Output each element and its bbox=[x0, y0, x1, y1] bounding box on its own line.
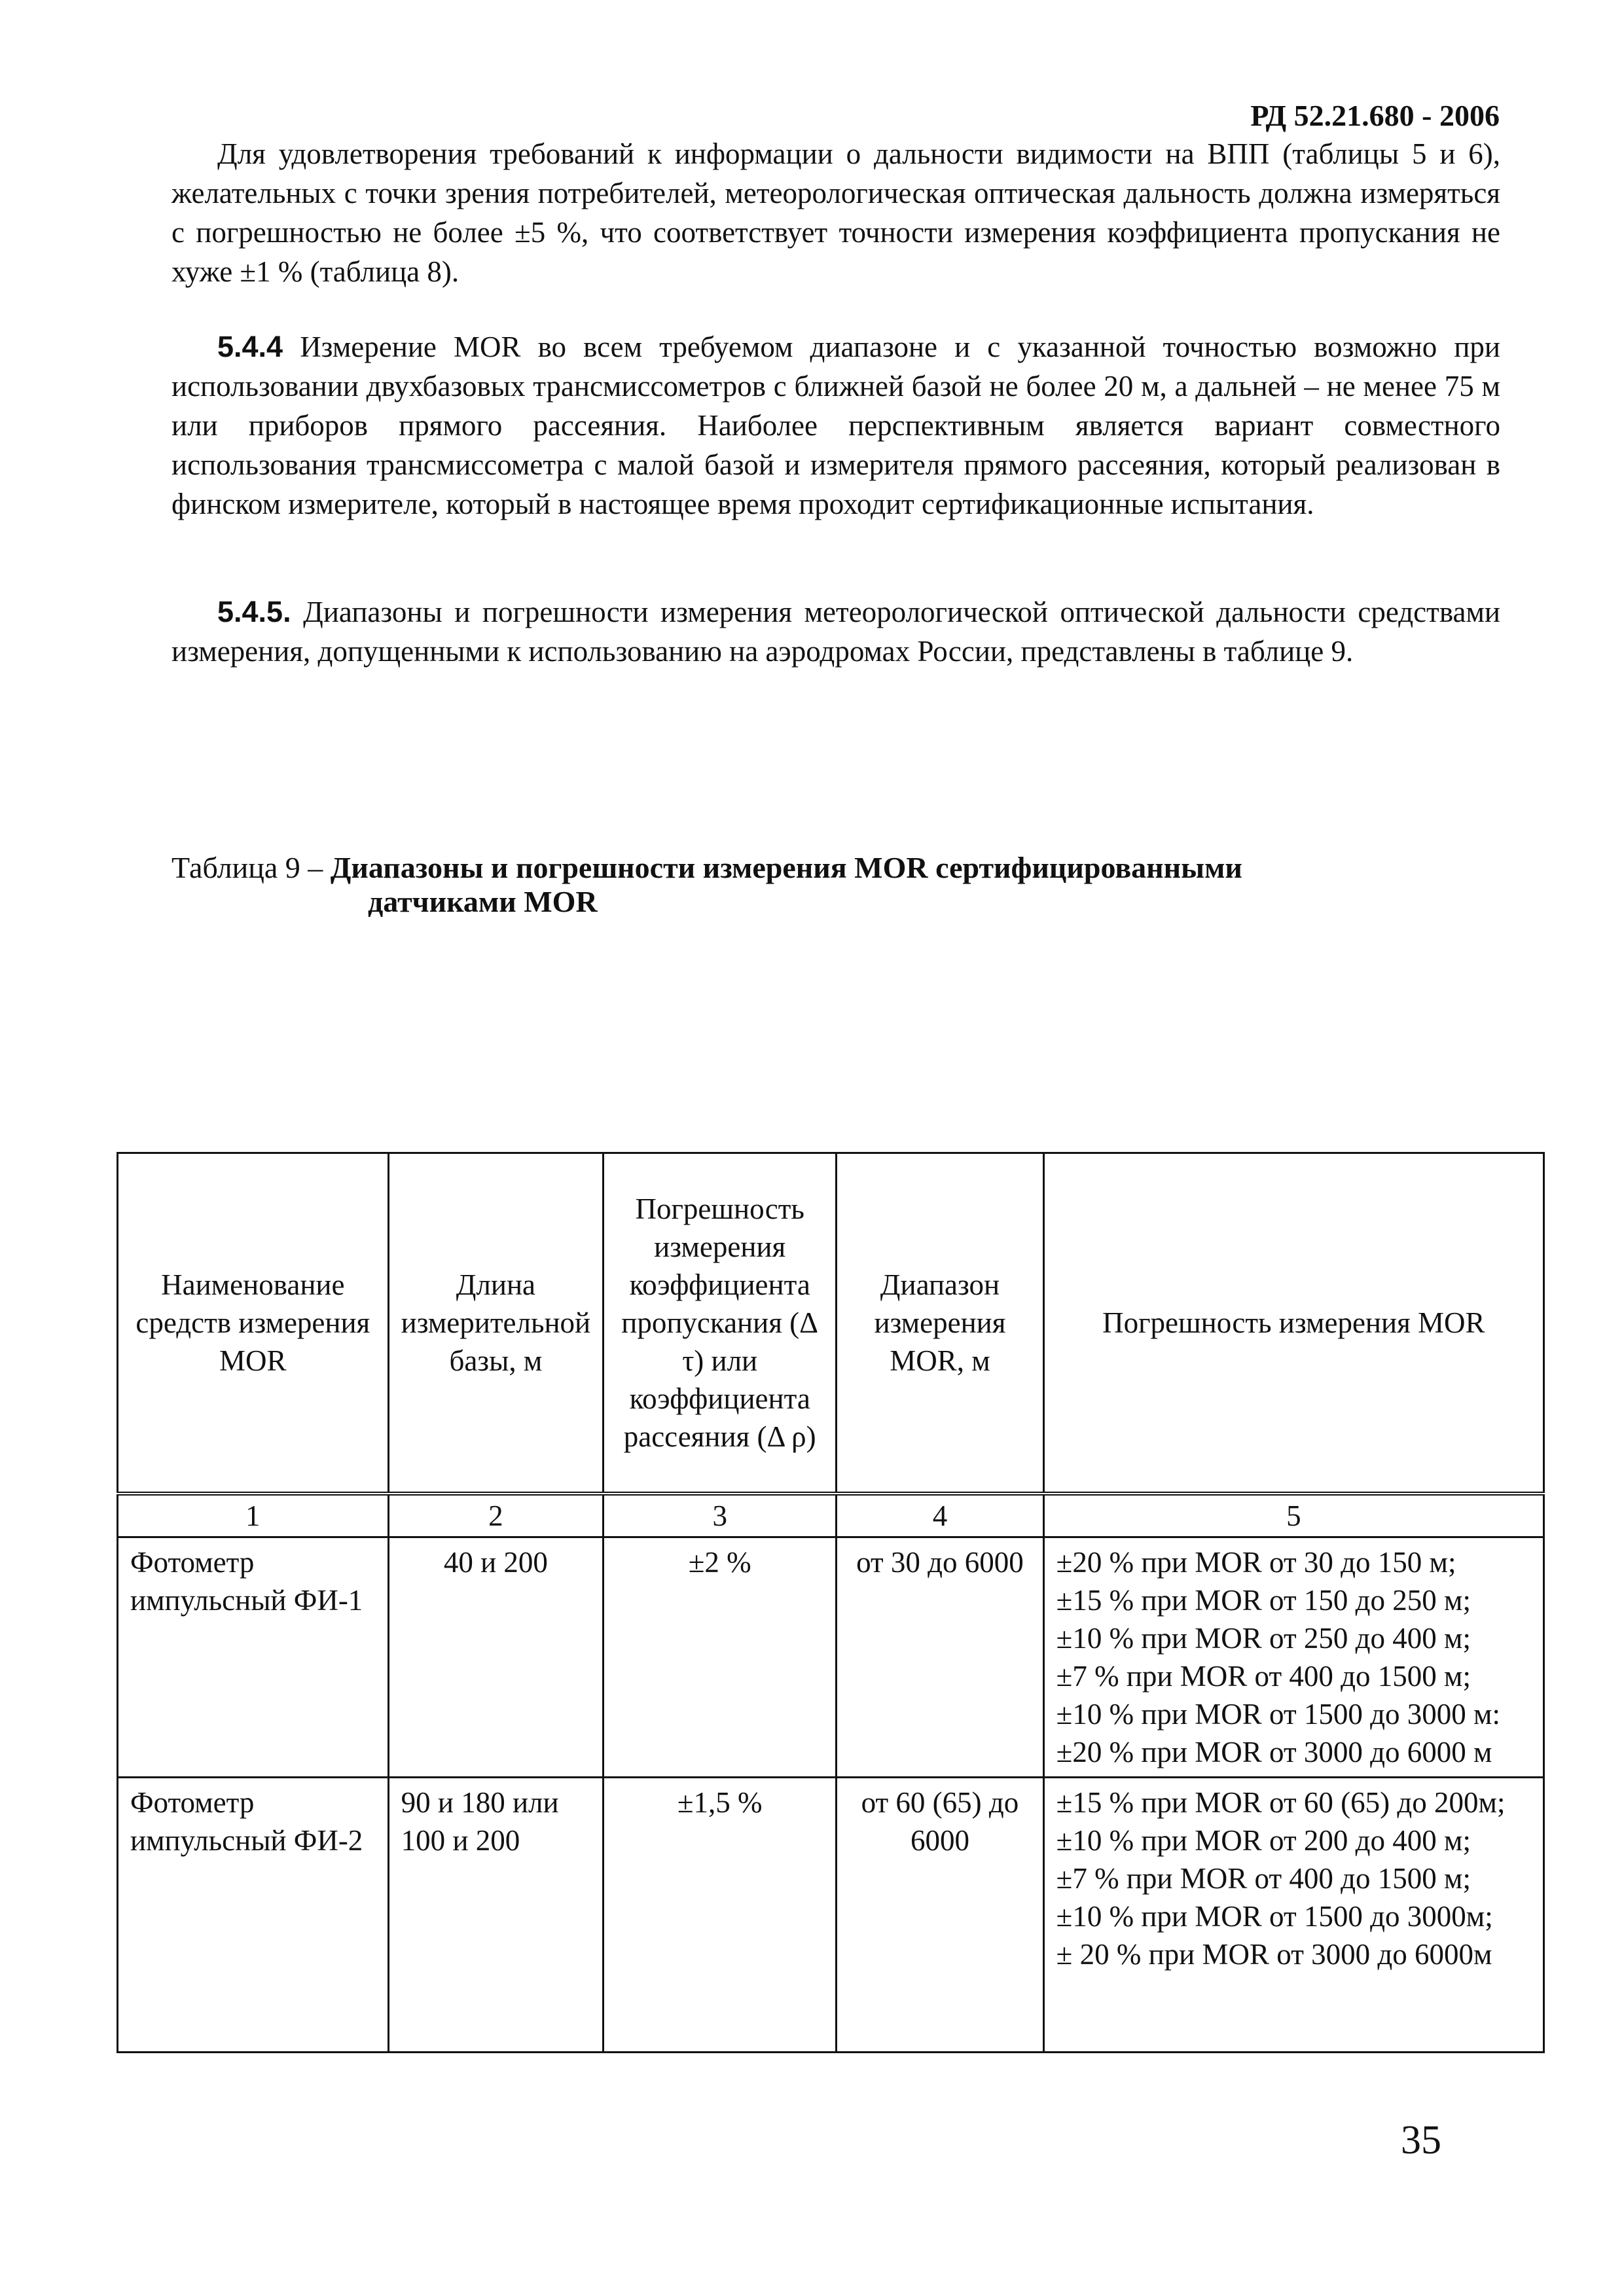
caption-title-line2: датчиками MOR bbox=[368, 885, 598, 918]
page-number: 35 bbox=[1401, 2118, 1441, 2162]
mor-error-item: ±7 % при MOR от 400 до 1500 м; bbox=[1056, 1862, 1471, 1895]
transmittance-error: ±1,5 % bbox=[604, 1778, 837, 2053]
section-number: 5.4.5. bbox=[217, 595, 291, 628]
mor-error-item: ±20 % при MOR от 3000 до 6000 м bbox=[1056, 1736, 1492, 1768]
paragraph-text: Диапазоны и погрешности измерения метеорологической оптической дальности средствами измерения, допущенными к использованию на аэродромах России, представлены в таблице 9. bbox=[171, 596, 1501, 668]
paragraph-5-4-4 bbox=[171, 327, 1500, 524]
mor-range: от 30 до 6000 bbox=[837, 1537, 1043, 1778]
column-number: 5 bbox=[1043, 1494, 1543, 1537]
paragraph-text: Для удовлетворения требований к информации о дальности видимости на ВПП (таблицы 5 и 6), желательных с точки зрения потребителей, метеорологическая оптическая дальность должна измеряться с погрешностью не более ±5 %, что соответствует точности измерения коэффициента пропускания не хуже ±1 % (таблица 8). bbox=[171, 137, 1500, 288]
header-mor-range: Диапазон измерения MOR, м bbox=[837, 1153, 1043, 1494]
paragraph-5-4-5 bbox=[171, 592, 1500, 671]
table-caption bbox=[171, 851, 1242, 919]
paragraph-intro bbox=[171, 134, 1500, 291]
header-mor-error: Погрешность измерения MOR bbox=[1043, 1153, 1543, 1494]
mor-error-item: ±15 % при MOR от 150 до 250 м; bbox=[1056, 1584, 1471, 1617]
mor-error-item: ±7 % при MOR от 400 до 1500 м; bbox=[1056, 1660, 1471, 1693]
instrument-name: Фотометр импульсный ФИ-2 bbox=[118, 1778, 389, 2053]
mor-table bbox=[117, 1152, 1545, 2053]
document-code: РД 52.21.680 - 2006 bbox=[1250, 99, 1500, 132]
mor-error-list bbox=[1043, 1537, 1543, 1778]
instrument-name: Фотометр импульсный ФИ-1 bbox=[118, 1537, 389, 1778]
mor-error-item: ±10 % при MOR от 200 до 400 м; bbox=[1056, 1824, 1471, 1857]
header-instrument-name: Наименование средств измерения MOR bbox=[118, 1153, 389, 1494]
header-base-length: Длина измерительной базы, м bbox=[388, 1153, 604, 1494]
section-number: 5.4.4 bbox=[217, 330, 283, 363]
header-transmittance-error: Погрешность измерения коэффициента пропускания (Δ τ) или коэффициента рассеяния (Δ ρ) bbox=[604, 1153, 837, 1494]
mor-range: от 60 (65) до 6000 bbox=[837, 1778, 1043, 2053]
mor-error-item: ±20 % при MOR от 30 до 150 м; bbox=[1056, 1546, 1456, 1579]
base-length: 40 и 200 bbox=[388, 1537, 604, 1778]
column-number: 1 bbox=[118, 1494, 389, 1537]
mor-error-item: ±10 % при MOR от 250 до 400 м; bbox=[1056, 1622, 1471, 1655]
table-row bbox=[118, 1537, 1544, 1778]
column-number: 3 bbox=[604, 1494, 837, 1537]
mor-error-item: ± 20 % при MOR от 3000 до 6000м bbox=[1056, 1938, 1492, 1971]
column-number-row bbox=[118, 1494, 1544, 1537]
mor-error-list bbox=[1043, 1778, 1543, 2053]
mor-error-item: ±10 % при MOR от 1500 до 3000м; bbox=[1056, 1900, 1493, 1933]
transmittance-error: ±2 % bbox=[604, 1537, 837, 1778]
mor-error-item: ±10 % при MOR от 1500 до 3000 м: bbox=[1056, 1698, 1500, 1731]
column-number: 4 bbox=[837, 1494, 1043, 1537]
column-number: 2 bbox=[388, 1494, 604, 1537]
mor-error-item: ±15 % при MOR от 60 (65) до 200м; bbox=[1056, 1786, 1506, 1819]
caption-title-line1: Диапазоны и погрешности измерения MOR сертифицированными bbox=[330, 851, 1242, 884]
paragraph-text: Измерение MOR во всем требуемом диапазоне и с указанной точностью возможно при использовании двухбазовых трансмиссометров с ближней базой не более 20 м, а дальней – не менее 75 м или приборов прямого рассеяния. Наиболее перспективным является вариант совместного использования трансмиссометра с малой базой и измерителя прямого рассеяния, который реализован в финском измерителе, который в настоящее время проходит сертификационные испытания. bbox=[171, 331, 1501, 520]
table-row bbox=[118, 1778, 1544, 2053]
base-length: 90 и 180 или 100 и 200 bbox=[388, 1778, 604, 2053]
table-header-row bbox=[118, 1153, 1544, 1494]
caption-prefix: Таблица 9 – bbox=[171, 851, 331, 884]
